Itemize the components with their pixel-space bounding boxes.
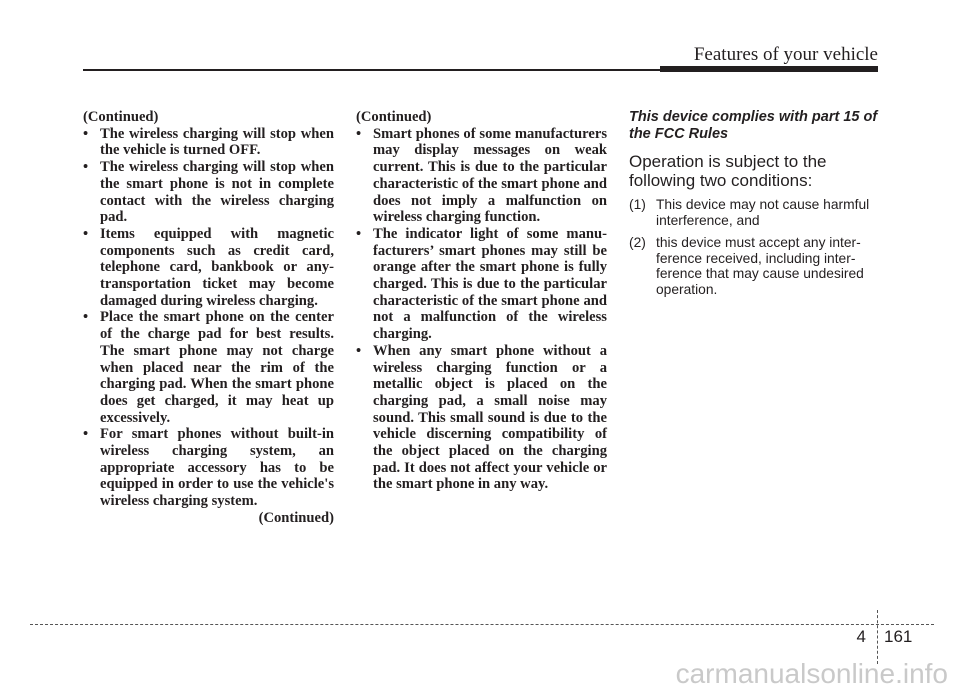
footer-divider <box>877 610 878 664</box>
page-number: 161 <box>884 627 913 646</box>
running-header: Features of your vehicle <box>693 44 878 65</box>
bullet-item: • For smart phones without built-in wireless charging system, an appropriate accessory has to be equipped in order to use the vehicle's wireless charging system. <box>83 426 334 510</box>
condition-number: (2) <box>629 235 646 251</box>
condition-text: this device must accept any interference received, including interference that may cause undesired operation. <box>656 235 864 297</box>
condition-number: (1) <box>629 197 646 212</box>
watermark: carmanualsonline.info <box>675 658 948 689</box>
column-2 <box>356 109 607 493</box>
column-3 <box>629 109 880 305</box>
bullet-list <box>83 126 334 510</box>
bullet-item: • The wireless charging will stop when the vehicle is turned OFF. <box>83 126 334 159</box>
header-rule-accent <box>660 66 878 72</box>
bullet-list <box>356 126 607 493</box>
continued-label-bottom: (Continued) <box>258 509 334 526</box>
continued-label-top: (Continued) <box>356 109 432 125</box>
chapter-number: 4 <box>856 627 866 646</box>
bullet-item: • Smart phones of some manufacturers may display messages on weak current. This is due to the particular characteristic of the smart phone and does not imply a malfunction on wireless charging function. <box>356 126 607 226</box>
condition-text: This device may not cause harmful interference, and <box>656 197 870 228</box>
continued-label-top: (Continued) <box>83 109 159 125</box>
footer-rule <box>30 624 934 625</box>
fcc-condition <box>629 235 880 297</box>
fcc-conditions-list <box>629 197 880 298</box>
fcc-heading: This device complies with part 15 of the FCC Rules <box>629 109 878 142</box>
bullet-item: • The indicator light of some manufacturers’ smart phones may still be orange after the smart phone is fully charged. This is due to the particular characteristic of the smart phone and not a malfunction of the wireless charging. <box>356 226 607 343</box>
fcc-intro: Operation is subject to the following two conditions: <box>629 152 827 190</box>
fcc-condition <box>629 197 880 228</box>
bullet-item: • When any smart phone without a wireless charging function or a metallic object is placed on the charging pad, a small noise may sound. This small sound is due to the vehicle discerning compatibility of the object placed on the charging pad. It does not affect your vehicle or the smart phone in any way. <box>356 343 607 493</box>
bullet-item: • The wireless charging will stop when the smart phone is not in complete contact with the wireless charging pad. <box>83 159 334 226</box>
column-1 <box>83 109 334 527</box>
bullet-item: • Items equipped with magnetic components such as credit card, telephone card, bankbook or anytransportation ticket may become damaged during wireless charging. <box>83 226 334 310</box>
bullet-item: • Place the smart phone on the center of the charge pad for best results. The smart phone may not charge when placed near the rim of the charging pad. When the smart phone does get charged, it may heat up excessively. <box>83 309 334 426</box>
